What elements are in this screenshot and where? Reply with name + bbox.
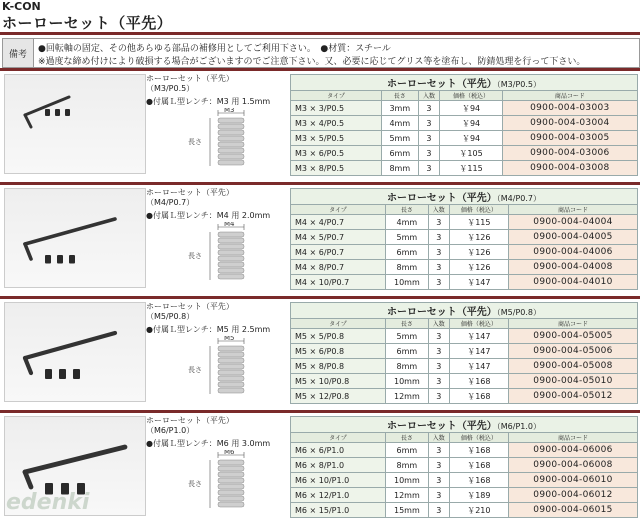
- price-cell: ￥147: [449, 344, 508, 359]
- table-row: [291, 359, 638, 374]
- qty-cell: 3: [428, 359, 449, 374]
- table-pitch: （M5/P0.8）: [496, 308, 542, 317]
- type-cell: M6 × 12/P1.0: [291, 488, 386, 503]
- product-code-cell[interactable]: 0900-004-03004: [502, 116, 637, 131]
- column-header: タイプ: [291, 205, 386, 215]
- dimension-diagram: [146, 74, 286, 172]
- product-code-cell[interactable]: 0900-004-05010: [509, 374, 638, 389]
- thread-size-label: M4: [224, 222, 235, 228]
- wrench-spec: ●付属Ｌ型レンチ：M3 用 1.5mm: [146, 97, 271, 106]
- type-cell: M3 × 3/P0.5: [291, 101, 382, 116]
- product-code-cell[interactable]: 0900-004-03005: [502, 131, 637, 146]
- length-cell: 5mm: [385, 329, 428, 344]
- screw-dimension-icon: [166, 108, 266, 170]
- price-cell: ￥115: [449, 215, 508, 230]
- type-cell: M3 × 8/P0.5: [291, 161, 382, 176]
- price-cell: ￥126: [449, 245, 508, 260]
- length-cell: 12mm: [385, 389, 428, 404]
- product-photo: [4, 302, 146, 402]
- diagram-subtitle: （M4/P0.7）: [146, 198, 195, 207]
- product-code-cell[interactable]: 0900-004-04004: [509, 215, 638, 230]
- table-title: ホーローセット（平先）: [386, 421, 497, 432]
- table-row: [291, 131, 638, 146]
- table-row: [291, 275, 638, 290]
- price-cell: ￥168: [449, 473, 508, 488]
- price-cell: ￥147: [449, 275, 508, 290]
- type-cell: M6 × 10/P1.0: [291, 473, 386, 488]
- table-row: [291, 161, 638, 176]
- column-header: 入数: [428, 205, 449, 215]
- length-cell: 8mm: [385, 359, 428, 374]
- length-cell: 10mm: [385, 473, 428, 488]
- price-cell: ￥210: [449, 503, 508, 518]
- length-cell: 8mm: [382, 161, 418, 176]
- table-pitch: （M6/P1.0）: [496, 422, 542, 431]
- qty-cell: 3: [418, 161, 440, 176]
- hex-wrench-icon: [25, 333, 115, 373]
- length-cell: 6mm: [385, 245, 428, 260]
- price-cell: ￥94: [440, 131, 502, 146]
- type-cell: M5 × 8/P0.8: [291, 359, 386, 374]
- table-caption: [291, 417, 638, 433]
- price-cell: ￥115: [440, 161, 502, 176]
- qty-cell: 3: [428, 389, 449, 404]
- brand-label: K-CON: [2, 0, 41, 13]
- dimension-diagram: [146, 302, 286, 400]
- screw-dimension-icon: [166, 222, 266, 284]
- product-code-cell[interactable]: 0900-004-05012: [509, 389, 638, 404]
- qty-cell: 3: [428, 503, 449, 518]
- column-header: 価格（税込）: [449, 433, 508, 443]
- length-cell: 6mm: [385, 443, 428, 458]
- product-code-cell[interactable]: 0900-004-04005: [509, 230, 638, 245]
- table-caption: [291, 75, 638, 91]
- column-header: 入数: [428, 319, 449, 329]
- set-screws-icon: [45, 109, 70, 116]
- wrench-spec: ●付属Ｌ型レンチ：M6 用 3.0mm: [146, 439, 271, 448]
- length-cell: 5mm: [385, 230, 428, 245]
- length-label: 長さ: [188, 138, 202, 146]
- wrench-spec: ●付属Ｌ型レンチ：M4 用 2.0mm: [146, 211, 271, 220]
- length-cell: 10mm: [385, 374, 428, 389]
- product-photo: [4, 74, 146, 174]
- table-row: [291, 260, 638, 275]
- qty-cell: 3: [428, 458, 449, 473]
- qty-cell: 3: [428, 374, 449, 389]
- length-cell: 10mm: [385, 275, 428, 290]
- length-label: 長さ: [188, 252, 202, 260]
- price-cell: ￥126: [449, 230, 508, 245]
- type-cell: M4 × 5/P0.7: [291, 230, 386, 245]
- notes-line-1: ●回転軸の固定、その他あらゆる部品の補修用としてご利用下さい。 ●材質：スチール: [38, 44, 391, 54]
- section-divider: [0, 182, 640, 185]
- price-cell: ￥168: [449, 458, 508, 473]
- price-cell: ￥105: [440, 146, 502, 161]
- table-row: [291, 473, 638, 488]
- diagram-title: ホーローセット（平先）: [146, 74, 234, 83]
- watermark: edenki: [6, 490, 90, 515]
- table-title: ホーローセット（平先）: [386, 193, 497, 204]
- dimension-diagram: [146, 416, 286, 514]
- section-divider: [0, 296, 640, 299]
- qty-cell: 3: [418, 146, 440, 161]
- length-cell: 15mm: [385, 503, 428, 518]
- column-header: 長さ: [382, 91, 418, 101]
- type-cell: M5 × 12/P0.8: [291, 389, 386, 404]
- product-code-cell[interactable]: 0900-004-06008: [509, 458, 638, 473]
- length-cell: 6mm: [382, 146, 418, 161]
- price-cell: ￥94: [440, 101, 502, 116]
- spec-table: [290, 302, 638, 404]
- type-cell: M6 × 6/P1.0: [291, 443, 386, 458]
- diagram-subtitle: （M5/P0.8）: [146, 312, 195, 321]
- column-header: 長さ: [385, 319, 428, 329]
- length-cell: 4mm: [385, 215, 428, 230]
- product-code-cell[interactable]: 0900-004-04008: [509, 260, 638, 275]
- type-cell: M4 × 10/P0.7: [291, 275, 386, 290]
- table-row: [291, 116, 638, 131]
- table-row: [291, 215, 638, 230]
- type-cell: M6 × 15/P1.0: [291, 503, 386, 518]
- hex-wrench-icon: [25, 447, 125, 487]
- column-header: 商品コード: [502, 91, 637, 101]
- page-title: ホーローセット（平先）: [2, 14, 173, 32]
- thread-size-label: M3: [224, 108, 235, 114]
- qty-cell: 3: [428, 473, 449, 488]
- table-row: [291, 374, 638, 389]
- qty-cell: 3: [428, 245, 449, 260]
- diagram-title: ホーローセット（平先）: [146, 302, 234, 311]
- diagram-title: ホーローセット（平先）: [146, 188, 234, 197]
- type-cell: M6 × 8/P1.0: [291, 458, 386, 473]
- section-divider: [0, 68, 640, 71]
- type-cell: M3 × 6/P0.5: [291, 146, 382, 161]
- type-cell: M5 × 5/P0.8: [291, 329, 386, 344]
- price-cell: ￥189: [449, 488, 508, 503]
- column-header: 商品コード: [509, 205, 638, 215]
- length-cell: 8mm: [385, 458, 428, 473]
- column-header: 価格（税込）: [449, 205, 508, 215]
- product-code-cell[interactable]: 0900-004-06010: [509, 473, 638, 488]
- table-row: [291, 344, 638, 359]
- qty-cell: 3: [418, 116, 440, 131]
- length-cell: 12mm: [385, 488, 428, 503]
- column-header: 入数: [428, 433, 449, 443]
- qty-cell: 3: [428, 215, 449, 230]
- product-code-cell[interactable]: 0900-004-06006: [509, 443, 638, 458]
- qty-cell: 3: [418, 101, 440, 116]
- product-code-cell[interactable]: 0900-004-05006: [509, 344, 638, 359]
- length-cell: 4mm: [382, 116, 418, 131]
- hex-wrench-icon: [25, 219, 115, 259]
- notes-line-2: ※過度な締め付けにより破損する場合がございますのでご注意下さい。又、必要に応じてグリス等を塗布し、防錆処理を行って下さい。: [38, 57, 586, 67]
- price-cell: ￥168: [449, 443, 508, 458]
- set-screws-icon: [45, 255, 75, 264]
- type-cell: M4 × 6/P0.7: [291, 245, 386, 260]
- table-row: [291, 389, 638, 404]
- set-screws-icon: [45, 369, 80, 379]
- section-divider: [0, 410, 640, 413]
- diagram-subtitle: （M3/P0.5）: [146, 84, 195, 93]
- qty-cell: 3: [428, 260, 449, 275]
- price-cell: ￥168: [449, 389, 508, 404]
- table-title: ホーローセット（平先）: [386, 307, 497, 318]
- qty-cell: 3: [428, 230, 449, 245]
- product-code-cell[interactable]: 0900-004-06015: [509, 503, 638, 518]
- table-row: [291, 101, 638, 116]
- type-cell: M3 × 4/P0.5: [291, 116, 382, 131]
- type-cell: M5 × 10/P0.8: [291, 374, 386, 389]
- length-cell: 8mm: [385, 260, 428, 275]
- spec-table: [290, 74, 638, 176]
- column-header: 商品コード: [509, 433, 638, 443]
- product-code-cell[interactable]: 0900-004-05005: [509, 329, 638, 344]
- product-photo: [4, 188, 146, 288]
- table-row: [291, 146, 638, 161]
- column-header: 価格（税込）: [449, 319, 508, 329]
- table-caption: [291, 189, 638, 205]
- thread-size-label: M5: [224, 336, 235, 342]
- table-pitch: （M3/P0.5）: [496, 80, 542, 89]
- wrench-spec: ●付属Ｌ型レンチ：M5 用 2.5mm: [146, 325, 271, 334]
- dimension-diagram: [146, 188, 286, 286]
- product-code-cell[interactable]: 0900-004-04006: [509, 245, 638, 260]
- length-cell: 5mm: [382, 131, 418, 146]
- table-title: ホーローセット（平先）: [386, 79, 497, 90]
- title-divider: [0, 32, 640, 35]
- type-cell: M4 × 8/P0.7: [291, 260, 386, 275]
- table-row: [291, 503, 638, 518]
- qty-cell: 3: [428, 443, 449, 458]
- diagram-subtitle: （M6/P1.0）: [146, 426, 195, 435]
- screw-dimension-icon: [166, 336, 266, 398]
- qty-cell: 3: [428, 344, 449, 359]
- column-header: 価格（税込）: [440, 91, 502, 101]
- column-header: 長さ: [385, 205, 428, 215]
- length-label: 長さ: [188, 366, 202, 374]
- table-row: [291, 443, 638, 458]
- qty-cell: 3: [418, 131, 440, 146]
- thread-size-label: M6: [224, 450, 235, 456]
- type-cell: M3 × 5/P0.5: [291, 131, 382, 146]
- price-cell: ￥168: [449, 374, 508, 389]
- product-code-cell[interactable]: 0900-004-03006: [502, 146, 637, 161]
- length-cell: 6mm: [385, 344, 428, 359]
- table-row: [291, 488, 638, 503]
- table-row: [291, 230, 638, 245]
- price-cell: ￥147: [449, 359, 508, 374]
- table-pitch: （M4/P0.7）: [496, 194, 542, 203]
- spec-table: [290, 188, 638, 290]
- column-header: 商品コード: [509, 319, 638, 329]
- product-code-cell[interactable]: 0900-004-03003: [502, 101, 637, 116]
- price-cell: ￥126: [449, 260, 508, 275]
- product-code-cell[interactable]: 0900-004-05008: [509, 359, 638, 374]
- length-label: 長さ: [188, 480, 202, 488]
- table-row: [291, 329, 638, 344]
- column-header: 長さ: [385, 433, 428, 443]
- product-code-cell[interactable]: 0900-004-04010: [509, 275, 638, 290]
- column-header: 入数: [418, 91, 440, 101]
- diagram-title: ホーローセット（平先）: [146, 416, 234, 425]
- notes-box: [2, 38, 640, 68]
- price-cell: ￥94: [440, 116, 502, 131]
- table-caption: [291, 303, 638, 319]
- column-header: タイプ: [291, 433, 386, 443]
- spec-table: [290, 416, 638, 518]
- qty-cell: 3: [428, 488, 449, 503]
- type-cell: M5 × 6/P0.8: [291, 344, 386, 359]
- qty-cell: 3: [428, 329, 449, 344]
- qty-cell: 3: [428, 275, 449, 290]
- column-header: タイプ: [291, 91, 382, 101]
- table-row: [291, 458, 638, 473]
- screw-dimension-icon: [166, 450, 266, 512]
- length-cell: 3mm: [382, 101, 418, 116]
- product-code-cell[interactable]: 0900-004-06012: [509, 488, 638, 503]
- type-cell: M4 × 4/P0.7: [291, 215, 386, 230]
- product-code-cell[interactable]: 0900-004-03008: [502, 161, 637, 176]
- price-cell: ￥147: [449, 329, 508, 344]
- column-header: タイプ: [291, 319, 386, 329]
- table-row: [291, 245, 638, 260]
- notes-tag: 備考: [3, 39, 34, 67]
